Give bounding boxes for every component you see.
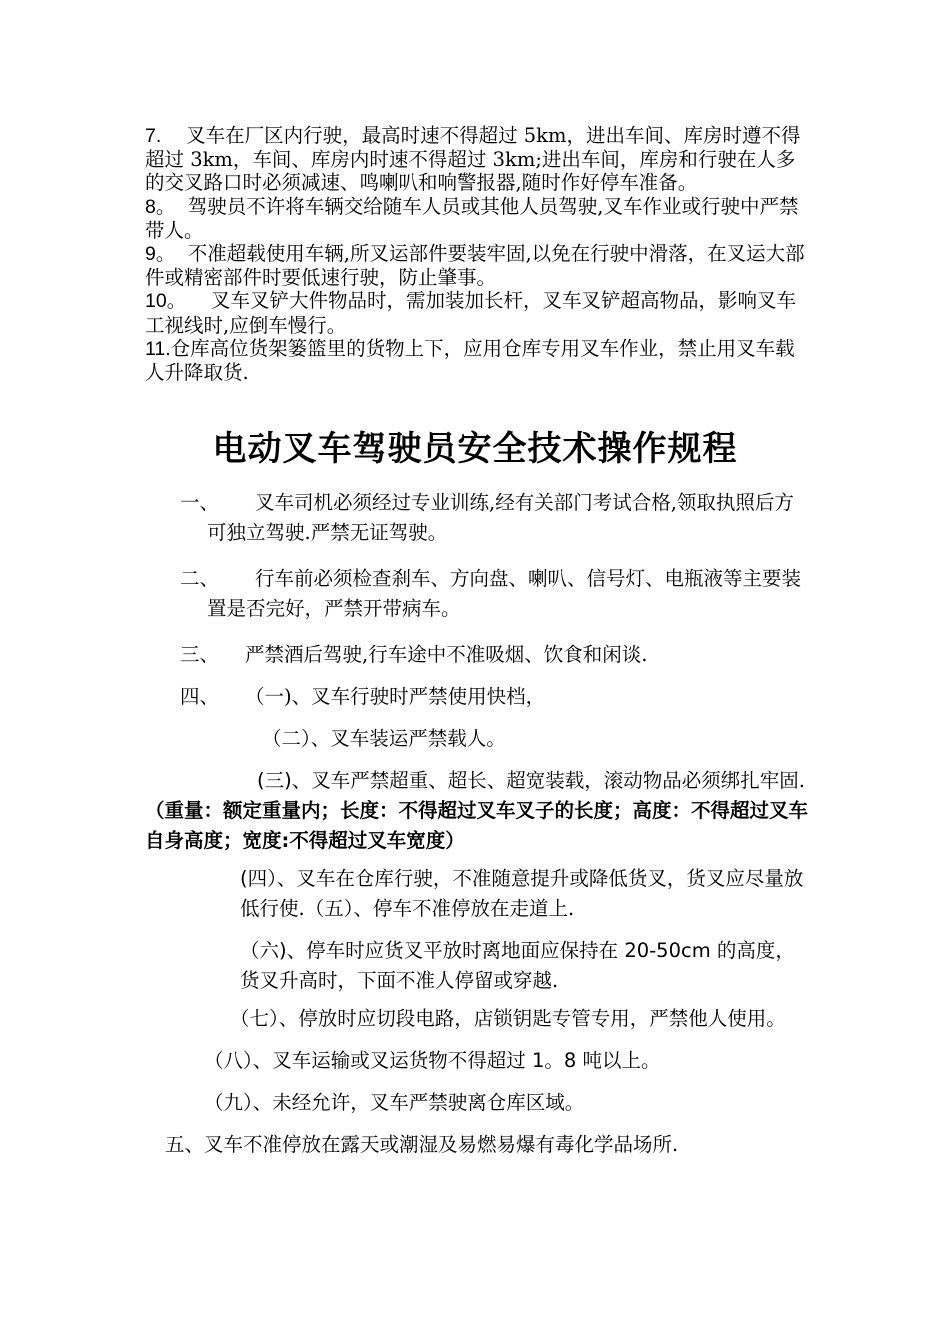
rule-5: 五、叉车不准停放在露天或潮湿及易燃易爆有毒化学品场所. — [165, 1133, 679, 1156]
rule-2: 二、 行车前必须检查刹车、方向盘、喇叭、信号灯、电瓶液等主要装置是否完好，严禁开带病车。 — [180, 567, 802, 620]
rule-4-7: （七）、停放时应切段电路，店锁钥匙专管专用，严禁他人使用。 — [230, 1007, 786, 1030]
document-title: 电动叉车驾驶员安全技术操作规程 — [212, 429, 738, 469]
rule-4-8: （八）、叉车运输或叉运货物不得超过 1。8 吨以上。 — [204, 1049, 661, 1072]
rule-item-10: 10。 叉车叉铲大件物品时，需加装加长杆，叉车叉铲超高物品，影响叉车工视线时,应倒车慢行。 — [145, 289, 797, 337]
rule-3: 三、 严禁酒后驾驶,行车途中不准吸烟、饮食和闲谈. — [180, 643, 648, 666]
rule-4-6: （六)、停车时应货叉平放时离地面应保持在 20-50cm 的高度，货叉升高时，下面不准人停留或穿越. — [240, 939, 795, 992]
rule-4-3: (三)、叉车严禁超重、超长、超宽装载，滚动物品必须绑扎牢固.（重量：额定重量内；长度：不得超过叉车叉子的长度；高度：不得超过叉车自身高度；宽度:不得超过叉车宽度） — [145, 769, 809, 852]
rule-item-9: 9。 不准超载使用车辆,所叉运部件要装牢固,以免在行驶中滑落，在叉运大部件或精密部件时要低速行驶，防止肇事。 — [145, 242, 805, 290]
rule-1: 一、 叉车司机必须经过专业训练,经有关部门考试合格,领取执照后方可独立驾驶.严禁无证驾驶。 — [180, 491, 794, 544]
rule-item-11: 11.仓库高位货架篓篮里的货物上下，应用仓库专用叉车作业，禁止用叉车载人升降取货. — [145, 336, 795, 385]
operation-rules — [0, 488, 950, 1160]
rule-4-9: （九）、未经允许，叉车严禁驶离仓库区域。 — [204, 1091, 585, 1114]
rule-item-8: 8。 驾驶员不许将车辆交给随车人员或其他人员驾驶,叉车作业或行驶中严禁带人。 — [145, 194, 799, 242]
rule-4-4: (四）、叉车在仓库行驶，不准随意提升或降低货叉，货叉应尽量放低行使.（五）、停车不准停放在走道上. — [240, 867, 804, 920]
rule-4-1: 四、 （一)、叉车行驶时严禁使用快档， — [180, 685, 546, 708]
rule-4-2: （二）、叉车装运严禁载人。 — [262, 727, 506, 750]
continued-rules-list — [145, 124, 810, 384]
rule-item-7: 7. 叉车在厂区内行驶，最高时速不得超过 5km，进出车间、库房时遵不得超过 3km，车间、库房内时速不得超过 3km;进出车间，库房和行驶在人多的交叉路口时必须减速、鸣喇叭和响警报器,随时作好停车准备。 — [145, 124, 801, 195]
